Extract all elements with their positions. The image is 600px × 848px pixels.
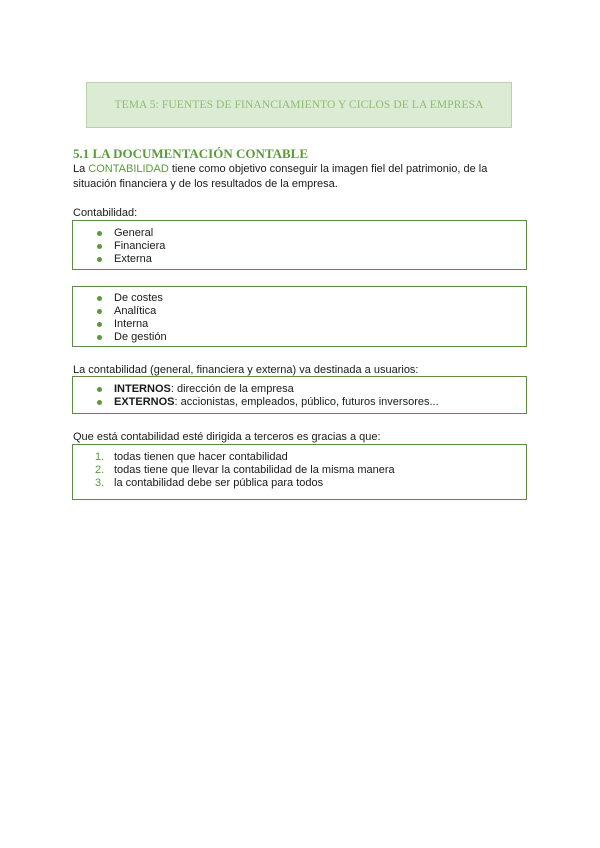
list-item: INTERNOS: dirección de la empresa	[73, 383, 526, 396]
group1-list	[73, 227, 526, 266]
bullet-icon	[97, 322, 102, 327]
list-number: 1.	[95, 451, 105, 463]
list-item: General	[73, 227, 526, 240]
list-item: EXTERNOS: accionistas, empleados, público, futuros inversores...	[73, 396, 526, 409]
banner-title: TEMA 5: FUENTES DE FINANCIAMIENTO Y CICLOS DE LA EMPRESA	[114, 99, 484, 111]
bullet-icon	[97, 387, 102, 392]
terceros-box	[72, 444, 527, 500]
bullet-icon	[97, 400, 102, 405]
bullet-icon	[97, 296, 102, 301]
bullet-icon	[97, 309, 102, 314]
list-item: Financiera	[73, 240, 526, 253]
list-item: Externa	[73, 253, 526, 266]
terceros-label: Que está contabilidad esté dirigida a terceros es gracias a que:	[73, 431, 381, 443]
usuarios-label: La contabilidad (general, financiera y externa) va destinada a usuarios:	[73, 364, 419, 376]
bullet-icon	[97, 231, 102, 236]
contabilidad-group-1	[72, 220, 527, 270]
list-number: 3.	[95, 477, 105, 489]
list-item: De costes	[73, 292, 526, 305]
list-item: Interna	[73, 318, 526, 331]
contabilidad-label: Contabilidad:	[73, 207, 138, 219]
bullet-icon	[97, 257, 102, 262]
list-item: 3. la contabilidad debe ser pública para todos	[95, 477, 324, 489]
contabilidad-group-2	[72, 286, 527, 347]
title-banner	[86, 82, 512, 128]
usuarios-list	[73, 383, 526, 409]
intro-keyword: CONTABILIDAD	[88, 163, 169, 175]
intro-paragraph	[73, 162, 513, 192]
list-item: 2. todas tiene que llevar la contabilidad de la misma manera	[95, 464, 395, 476]
list-item: De gestión	[73, 331, 526, 344]
intro-rest: tiene como objetivo conseguir la imagen fiel del patrimonio, de la situación financiera y de los resultados de la empresa.	[73, 163, 488, 190]
usuarios-box	[72, 376, 527, 414]
bullet-icon	[97, 335, 102, 340]
bullet-icon	[97, 244, 102, 249]
list-item: Analítica	[73, 305, 526, 318]
group2-list	[73, 292, 526, 344]
list-item: 1. todas tienen que hacer contabilidad	[95, 451, 288, 463]
terceros-list	[73, 451, 526, 490]
intro-prefix: La	[73, 163, 89, 175]
section-heading: 5.1 LA DOCUMENTACIÓN CONTABLE	[73, 146, 308, 161]
list-number: 2.	[95, 464, 105, 476]
